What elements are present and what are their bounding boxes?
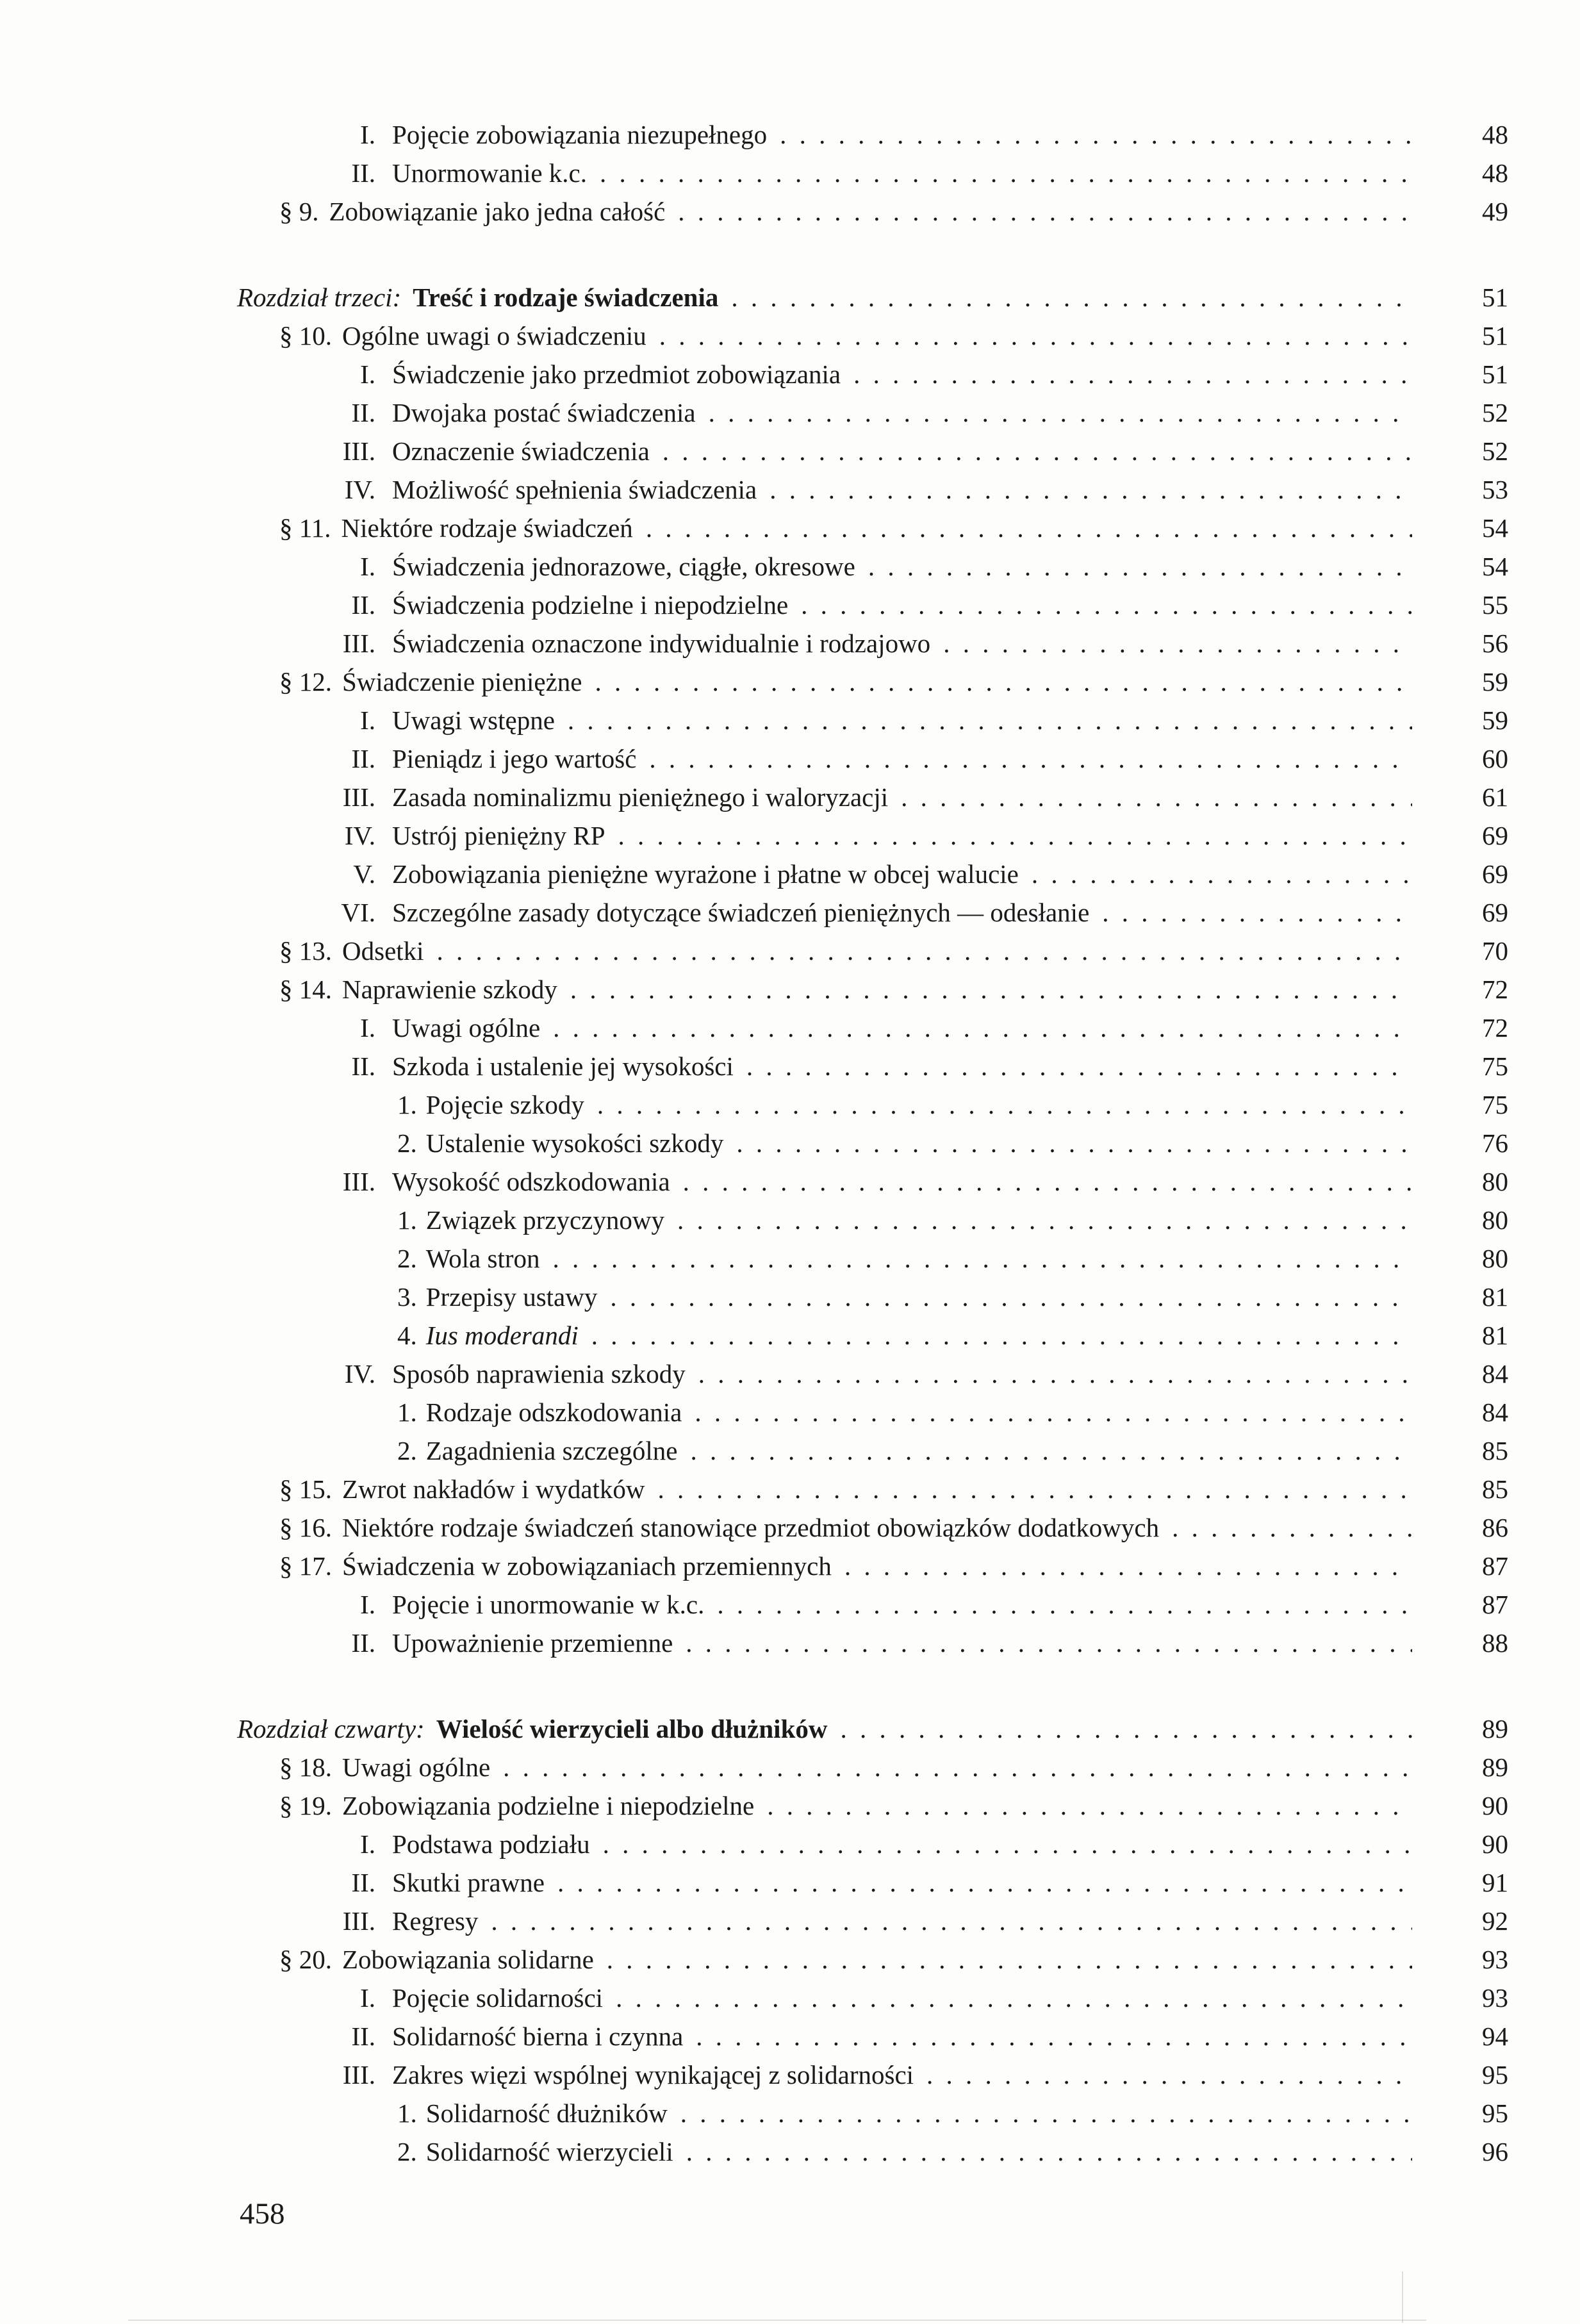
toc-entry-marker: II. <box>351 158 375 188</box>
toc-entry-title: Świadczenie jako przedmiot zobowiązania <box>392 359 841 389</box>
toc-entry-marker: II. <box>351 590 375 620</box>
toc-entry-page: 69 <box>1482 898 1508 927</box>
table-of-contents-list <box>237 115 1508 2171</box>
toc-entry-marker: § 18. <box>279 1752 332 1782</box>
toc-entry <box>237 154 1508 192</box>
toc-entry-marker: III. <box>342 2060 375 2089</box>
dot-leader <box>683 1162 1412 1201</box>
dot-leader <box>731 278 1412 317</box>
dot-leader <box>844 1547 1412 1585</box>
toc-entry-title: Ustrój pieniężny RP <box>392 821 605 850</box>
toc-entry-title: Naprawienie szkody <box>342 975 557 1004</box>
dot-leader <box>600 154 1412 192</box>
toc-entry-page: 81 <box>1482 1321 1508 1350</box>
toc-entry-title: Uwagi wstępne <box>392 705 555 735</box>
dot-leader <box>736 1124 1412 1162</box>
toc-entry-page: 49 <box>1482 197 1508 226</box>
dot-leader <box>769 470 1412 509</box>
toc-entry-marker: II. <box>351 1051 375 1081</box>
dot-leader <box>659 317 1412 355</box>
toc-entry-title: Zobowiązania pieniężne wyrażone i płatne w obcej walucie <box>392 859 1019 889</box>
toc-entry-page: 80 <box>1482 1244 1508 1273</box>
toc-entry-title: Świadczenie pieniężne <box>342 667 582 696</box>
toc-entry-page: 80 <box>1482 1205 1508 1235</box>
toc-entry <box>237 2094 1508 2132</box>
toc-entry <box>237 816 1508 855</box>
toc-entry-title: Przepisy ustawy <box>425 1282 598 1312</box>
toc-entry-title: Solidarność dłużników <box>425 2098 668 2128</box>
toc-entry-title: Niektóre rodzaje świadczeń <box>341 513 633 543</box>
toc-entry-title: Świadczenia oznaczone indywidualnie i rodzajowo <box>392 629 931 658</box>
dot-leader <box>1172 1508 1412 1547</box>
toc-entry-marker: 1. <box>397 1205 417 1235</box>
toc-entry-marker: § 14. <box>279 975 332 1004</box>
toc-entry-marker: II. <box>351 1628 375 1658</box>
toc-entry-page: 55 <box>1482 590 1508 620</box>
toc-entry-page: 51 <box>1482 283 1508 312</box>
dot-leader <box>553 1239 1412 1278</box>
toc-entry-marker: I. <box>360 1983 375 2013</box>
dot-leader <box>1102 893 1412 932</box>
toc-entry <box>237 432 1508 470</box>
toc-entry-page: 56 <box>1482 629 1508 658</box>
toc-entry-title: Treść i rodzaje świadczenia <box>413 283 719 312</box>
dot-leader <box>926 2056 1412 2094</box>
dot-leader <box>868 547 1412 586</box>
toc-entry-page: 81 <box>1482 1282 1508 1312</box>
toc-entry-title: Unormowanie k.c. <box>392 158 587 188</box>
dot-leader <box>780 115 1412 154</box>
toc-entry-page: 54 <box>1482 552 1508 581</box>
toc-entry-page: 95 <box>1482 2060 1508 2089</box>
toc-entry <box>237 1278 1508 1316</box>
toc-entry-marker: 2. <box>397 1436 417 1465</box>
toc-entry-marker: I. <box>360 552 375 581</box>
toc-entry <box>237 1786 1508 1825</box>
toc-entry-page: 84 <box>1482 1397 1508 1427</box>
toc-entry-page: 48 <box>1482 120 1508 149</box>
toc-entry-marker: IV. <box>344 475 375 504</box>
toc-entry-title: Niektóre rodzaje świadczeń stanowiące przedmiot obowiązków dodatkowych <box>342 1513 1160 1542</box>
toc-entry-marker: 1. <box>397 1397 417 1427</box>
dot-leader <box>662 432 1412 470</box>
toc-entry <box>237 317 1508 355</box>
toc-entry <box>237 278 1508 317</box>
dot-leader <box>607 1940 1412 1979</box>
toc-entry-title: Związek przyczynowy <box>425 1205 664 1235</box>
toc-entry-page: 51 <box>1482 321 1508 350</box>
toc-entry-marker: VI. <box>341 898 375 927</box>
dot-leader <box>616 1979 1412 2017</box>
toc-entry <box>237 701 1508 739</box>
toc-entry-page: 87 <box>1482 1551 1508 1581</box>
toc-entry <box>237 1547 1508 1585</box>
toc-entry <box>237 586 1508 624</box>
dot-leader <box>709 393 1412 432</box>
toc-entry-marker: 1. <box>397 2098 417 2128</box>
toc-entry-marker: § 20. <box>279 1945 332 1974</box>
toc-entry <box>237 1316 1508 1355</box>
toc-entry <box>237 393 1508 432</box>
dot-leader <box>568 701 1412 739</box>
toc-entry-page: 85 <box>1482 1474 1508 1504</box>
toc-entry-marker: § 13. <box>279 936 332 966</box>
toc-entry-page: 60 <box>1482 744 1508 773</box>
toc-entry <box>237 1979 1508 2017</box>
toc-entry <box>237 893 1508 932</box>
toc-entry-title: Zobowiązania podzielne i niepodzielne <box>342 1791 755 1820</box>
toc-entry-marker: I. <box>360 120 375 149</box>
toc-entry <box>237 1508 1508 1547</box>
toc-entry <box>237 1201 1508 1239</box>
dot-leader <box>695 1393 1412 1431</box>
toc-entry-page: 72 <box>1482 1013 1508 1043</box>
toc-entry-marker: I. <box>360 359 375 389</box>
toc-entry-title: Szczególne zasady dotyczące świadczeń pieniężnych — odesłanie <box>392 898 1090 927</box>
toc-entry-title: Pojęcie zobowiązania niezupełnego <box>392 120 768 149</box>
toc-entry-title: Zakres więzi wspólnej wynikającej z solidarności <box>392 2060 914 2089</box>
toc-entry-title: Zobowiązanie jako jedna całość <box>329 197 666 226</box>
dot-leader <box>678 192 1412 231</box>
toc-entry-marker: III. <box>342 1906 375 1936</box>
dot-leader <box>717 1585 1412 1624</box>
scan-mark-artifact <box>1402 2271 1403 2323</box>
toc-entry-title: Świadczenia w zobowiązaniach przemiennych <box>342 1551 832 1581</box>
dot-leader <box>767 1786 1412 1825</box>
toc-entry-title: Pieniądz i jego wartość <box>392 744 637 773</box>
dot-leader <box>649 739 1412 778</box>
toc-entry-title: Zobowiązania solidarne <box>342 1945 594 1974</box>
toc-entry-page: 93 <box>1482 1983 1508 2013</box>
scan-edge-artifact <box>128 2320 1426 2321</box>
toc-entry-title: Wysokość odszkodowania <box>392 1167 670 1196</box>
toc-entry-title: Zagadnienia szczególne <box>425 1436 678 1465</box>
toc-entry-marker: III. <box>342 782 375 812</box>
toc-entry-page: 51 <box>1482 359 1508 389</box>
toc-entry <box>237 932 1508 970</box>
toc-entry <box>237 739 1508 778</box>
toc-entry-page: 52 <box>1482 436 1508 466</box>
toc-entry-marker: Rozdział trzeci: <box>237 283 402 312</box>
toc-entry-title: Ogólne uwagi o świadczeniu <box>342 321 646 350</box>
toc-entry-title: Skutki prawne <box>392 1868 545 1897</box>
toc-entry-marker: Rozdział czwarty: <box>237 1714 425 1743</box>
dot-leader <box>618 816 1412 855</box>
dot-leader <box>1032 855 1412 893</box>
toc-entry <box>237 2017 1508 2056</box>
toc-entry-title: Rodzaje odszkodowania <box>425 1397 682 1427</box>
toc-entry <box>237 1825 1508 1863</box>
toc-entry-marker: III. <box>342 629 375 658</box>
toc-entry <box>237 624 1508 663</box>
toc-entry-page: 70 <box>1482 936 1508 966</box>
dot-leader <box>696 2017 1412 2056</box>
toc-entry-page: 72 <box>1482 975 1508 1004</box>
toc-entry-marker: III. <box>342 436 375 466</box>
toc-entry-title: Sposób naprawienia szkody <box>392 1359 686 1389</box>
dot-leader <box>437 932 1412 970</box>
toc-entry <box>237 663 1508 701</box>
toc-entry-page: 84 <box>1482 1359 1508 1389</box>
dot-leader <box>698 1355 1412 1393</box>
toc-entry-marker: § 19. <box>279 1791 332 1820</box>
toc-entry <box>237 115 1508 154</box>
toc-entry-marker: 3. <box>397 1282 417 1312</box>
toc-entry-title: Wola stron <box>425 1244 540 1273</box>
toc-entry-marker: II. <box>351 2022 375 2051</box>
toc-entry-marker: I. <box>360 1013 375 1043</box>
toc-entry <box>237 192 1508 231</box>
toc-entry-marker: § 16. <box>279 1513 332 1542</box>
toc-entry-marker: 1. <box>397 1090 417 1119</box>
toc-entry-title: Pojęcie solidarności <box>392 1983 604 2013</box>
toc-entry-title: Ius moderandi <box>425 1321 579 1350</box>
toc-entry-title: Wielość wierzycieli albo dłużników <box>436 1714 828 1743</box>
toc-entry <box>237 1355 1508 1393</box>
toc-entry <box>237 1585 1508 1624</box>
toc-entry-page: 85 <box>1482 1436 1508 1465</box>
toc-entry-marker: § 17. <box>279 1551 332 1581</box>
toc-entry-page: 86 <box>1482 1513 1508 1542</box>
toc-entry-title: Regresy <box>392 1906 479 1936</box>
toc-entry-page: 48 <box>1482 158 1508 188</box>
toc-entry <box>237 855 1508 893</box>
toc-entry <box>237 1162 1508 1201</box>
toc-entry-marker: I. <box>360 1590 375 1619</box>
toc-entry-marker: § 11. <box>279 513 331 543</box>
toc-entry-marker: 2. <box>397 2137 417 2166</box>
toc-entry <box>237 1863 1508 1902</box>
toc-entry <box>237 470 1508 509</box>
toc-entry-page: 54 <box>1482 513 1508 543</box>
dot-leader <box>646 509 1412 547</box>
toc-entry-title: Zwrot nakładów i wydatków <box>342 1474 645 1504</box>
page-number: 458 <box>240 2197 285 2230</box>
toc-entry-page: 76 <box>1482 1128 1508 1158</box>
toc-entry-page: 59 <box>1482 705 1508 735</box>
toc-entry-title: Pojęcie szkody <box>425 1090 584 1119</box>
toc-entry-title: Uwagi ogólne <box>392 1013 541 1043</box>
toc-entry-marker: IV. <box>344 821 375 850</box>
toc-entry-marker: IV. <box>344 1359 375 1389</box>
toc-entry-title: Solidarność bierna i czynna <box>392 2022 684 2051</box>
toc-entry <box>237 778 1508 816</box>
toc-entry-page: 93 <box>1482 1945 1508 1974</box>
toc-entry-title: Dwojaka postać świadczenia <box>392 398 696 427</box>
toc-entry-marker: 2. <box>397 1244 417 1273</box>
toc-entry-marker: II. <box>351 1868 375 1897</box>
toc-entry-page: 80 <box>1482 1167 1508 1196</box>
toc-entry-page: 69 <box>1482 821 1508 850</box>
toc-entry-marker: II. <box>351 744 375 773</box>
dot-leader <box>595 663 1412 701</box>
toc-entry-title: Solidarność wierzycieli <box>425 2137 673 2166</box>
toc-entry-page: 90 <box>1482 1829 1508 1859</box>
toc-entry-page: 91 <box>1482 1868 1508 1897</box>
toc-entry <box>237 1940 1508 1979</box>
toc-entry-title: Zasada nominalizmu pieniężnego i waloryzacji <box>392 782 889 812</box>
toc-entry <box>237 1124 1508 1162</box>
toc-entry <box>237 1393 1508 1431</box>
toc-entry <box>237 970 1508 1009</box>
toc-entry-page: 92 <box>1482 1906 1508 1936</box>
toc-entry-page: 69 <box>1482 859 1508 889</box>
toc-entry-page: 96 <box>1482 2137 1508 2166</box>
toc-entry-marker: § 15. <box>279 1474 332 1504</box>
toc-entry <box>237 1902 1508 1940</box>
toc-entry-title: Podstawa podziału <box>392 1829 590 1859</box>
toc-entry <box>237 1239 1508 1278</box>
toc-entry-page: 89 <box>1482 1752 1508 1782</box>
dot-leader <box>597 1085 1412 1124</box>
dot-leader <box>491 1902 1412 1940</box>
toc-entry <box>237 1748 1508 1786</box>
toc-entry-page: 75 <box>1482 1051 1508 1081</box>
toc-entry <box>237 2132 1508 2171</box>
toc-entry <box>237 1009 1508 1047</box>
toc-entry-marker: III. <box>342 1167 375 1196</box>
toc-entry-title: Ustalenie wysokości szkody <box>425 1128 724 1158</box>
toc-entry-page: 89 <box>1482 1714 1508 1743</box>
toc-entry <box>237 1710 1508 1748</box>
toc-entry <box>237 1047 1508 1085</box>
dot-leader <box>610 1278 1412 1316</box>
toc-entry-page: 59 <box>1482 667 1508 696</box>
toc-entry-title: Upoważnienie przemienne <box>392 1628 673 1658</box>
toc-entry-title: Szkoda i ustalenie jej wysokości <box>392 1051 734 1081</box>
toc-entry-marker: I. <box>360 705 375 735</box>
toc-entry-page: 53 <box>1482 475 1508 504</box>
toc-entry <box>237 1624 1508 1662</box>
dot-leader <box>603 1825 1412 1863</box>
toc-entry-title: Możliwość spełnienia świadczenia <box>392 475 757 504</box>
toc-entry <box>237 547 1508 586</box>
dot-leader <box>557 1863 1412 1902</box>
toc-entry-title: Pojęcie i unormowanie w k.c. <box>392 1590 705 1619</box>
dot-leader <box>840 1710 1412 1748</box>
dot-leader <box>901 778 1412 816</box>
toc-entry-marker: 2. <box>397 1128 417 1158</box>
dot-leader <box>943 624 1412 663</box>
toc-entry <box>237 355 1508 393</box>
toc-entry <box>237 1085 1508 1124</box>
dot-leader <box>680 2094 1412 2132</box>
toc-entry-title: Świadczenia podzielne i niepodzielne <box>392 590 789 620</box>
toc-entry-page: 95 <box>1482 2098 1508 2128</box>
toc-entry-page: 61 <box>1482 782 1508 812</box>
dot-leader <box>503 1748 1412 1786</box>
toc-entry-marker: II. <box>351 398 375 427</box>
dot-leader <box>853 355 1412 393</box>
toc-entry-title: Uwagi ogólne <box>342 1752 491 1782</box>
dot-leader <box>553 1009 1412 1047</box>
dot-leader <box>658 1470 1412 1508</box>
toc-entry-page: 94 <box>1482 2022 1508 2051</box>
dot-leader <box>677 1201 1412 1239</box>
dot-leader <box>570 970 1412 1009</box>
toc-entry-page: 75 <box>1482 1090 1508 1119</box>
dot-leader <box>591 1316 1412 1355</box>
toc-entry <box>237 1431 1508 1470</box>
toc-entry-marker: V. <box>353 859 375 889</box>
toc-entry <box>237 1470 1508 1508</box>
dot-leader <box>690 1431 1412 1470</box>
toc-entry-marker: I. <box>360 1829 375 1859</box>
toc-entry-page: 90 <box>1482 1791 1508 1820</box>
toc-entry-page: 87 <box>1482 1590 1508 1619</box>
dot-leader <box>686 2132 1412 2171</box>
dot-leader <box>801 586 1412 624</box>
dot-leader <box>746 1047 1412 1085</box>
toc-entry-title: Oznaczenie świadczenia <box>392 436 650 466</box>
toc-entry <box>237 509 1508 547</box>
toc-entry-marker: § 10. <box>279 321 332 350</box>
toc-entry-title: Świadczenia jednorazowe, ciągłe, okresowe <box>392 552 855 581</box>
toc-entry-title: Odsetki <box>342 936 424 966</box>
toc-entry-page: 52 <box>1482 398 1508 427</box>
toc-entry-marker: 4. <box>397 1321 417 1350</box>
toc-entry-marker: § 12. <box>279 667 332 696</box>
toc-entry <box>237 2056 1508 2094</box>
dot-leader <box>686 1624 1412 1662</box>
toc-entry-page: 88 <box>1482 1628 1508 1658</box>
toc-entry-marker: § 9. <box>279 197 319 226</box>
